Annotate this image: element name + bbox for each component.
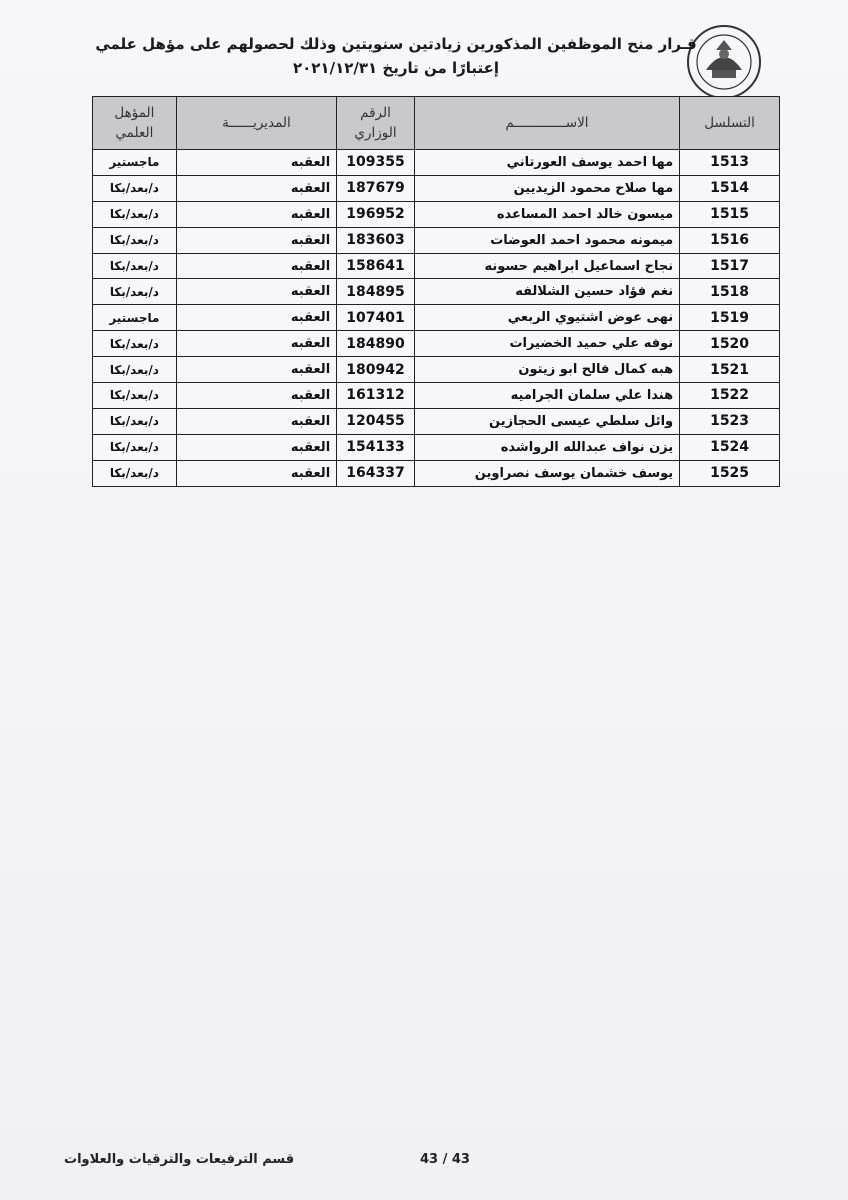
- cell-qualification: د/بعد/بكا: [93, 331, 177, 357]
- cell-qualification: د/بعد/بكا: [93, 175, 177, 201]
- cell-serial: 1517: [680, 253, 780, 279]
- cell-directorate: العقبه: [176, 175, 336, 201]
- cell-directorate: العقبه: [176, 383, 336, 409]
- cell-ministry-id: 154133: [337, 434, 415, 460]
- cell-qualification: ماجستير: [93, 150, 177, 176]
- header-name: الاســـــــــــــم: [414, 97, 679, 150]
- cell-qualification: د/بعد/بكا: [93, 201, 177, 227]
- cell-ministry-id: 107401: [337, 305, 415, 331]
- cell-directorate: العقبه: [176, 460, 336, 486]
- table-row: [93, 227, 780, 253]
- cell-qualification: د/بعد/بكا: [93, 279, 177, 305]
- cell-serial: 1519: [680, 305, 780, 331]
- cell-name: وائل سلطي عيسى الحجازين: [414, 408, 679, 434]
- cell-directorate: العقبه: [176, 279, 336, 305]
- cell-name: نغم فؤاد حسين الشلالفه: [414, 279, 679, 305]
- header-directorate: المديريــــــة: [176, 97, 336, 150]
- cell-serial: 1521: [680, 357, 780, 383]
- cell-serial: 1515: [680, 201, 780, 227]
- cell-ministry-id: 164337: [337, 460, 415, 486]
- cell-ministry-id: 158641: [337, 253, 415, 279]
- cell-qualification: د/بعد/بكا: [93, 434, 177, 460]
- cell-qualification: د/بعد/بكا: [93, 383, 177, 409]
- cell-directorate: العقبه: [176, 150, 336, 176]
- cell-directorate: العقبه: [176, 331, 336, 357]
- cell-name: يوسف خشمان يوسف نصراوين: [414, 460, 679, 486]
- cell-ministry-id: 161312: [337, 383, 415, 409]
- cell-directorate: العقبه: [176, 408, 336, 434]
- table-row: [93, 357, 780, 383]
- cell-name: ميمونه محمود احمد العوضات: [414, 227, 679, 253]
- table-row: [93, 305, 780, 331]
- cell-qualification: ماجستير: [93, 305, 177, 331]
- table-header-row: [93, 97, 780, 150]
- cell-name: نهى عوض اشتيوي الربعي: [414, 305, 679, 331]
- page-number: 43 / 43: [420, 1152, 470, 1167]
- title-line-1: قـرار منح الموظفين المذكورين زيادتين سنويتين وذلك لحصولهم على مؤهل علمي: [95, 35, 697, 53]
- cell-name: نوفه علي حميد الخضيرات: [414, 331, 679, 357]
- table-row: [93, 460, 780, 486]
- cell-qualification: د/بعد/بكا: [93, 408, 177, 434]
- cell-name: هندا علي سلمان الجراميه: [414, 383, 679, 409]
- cell-serial: 1520: [680, 331, 780, 357]
- document-title: [76, 32, 716, 80]
- table-row: [93, 383, 780, 409]
- cell-serial: 1514: [680, 175, 780, 201]
- cell-ministry-id: 187679: [337, 175, 415, 201]
- cell-name: مها صلاح محمود الزيديين: [414, 175, 679, 201]
- cell-ministry-id: 196952: [337, 201, 415, 227]
- cell-ministry-id: 109355: [337, 150, 415, 176]
- cell-serial: 1524: [680, 434, 780, 460]
- cell-ministry-id: 183603: [337, 227, 415, 253]
- cell-name: نجاح اسماعيل ابراهيم حسونه: [414, 253, 679, 279]
- cell-directorate: العقبه: [176, 305, 336, 331]
- header-qualification: المؤهل العلمي: [93, 97, 177, 150]
- footer-department: قسم الترفيعات والترقيات والعلاوات: [64, 1152, 295, 1167]
- cell-serial: 1513: [680, 150, 780, 176]
- cell-directorate: العقبه: [176, 201, 336, 227]
- cell-name: ميسون خالد احمد المساعده: [414, 201, 679, 227]
- table-row: [93, 279, 780, 305]
- header-serial: التسلسل: [680, 97, 780, 150]
- cell-ministry-id: 180942: [337, 357, 415, 383]
- cell-qualification: د/بعد/بكا: [93, 460, 177, 486]
- table-row: [93, 331, 780, 357]
- table-row: [93, 201, 780, 227]
- title-line-2: إعتبارًا من تاريخ ٢٠٢١/١٢/٣١: [292, 59, 500, 77]
- cell-ministry-id: 184895: [337, 279, 415, 305]
- cell-serial: 1522: [680, 383, 780, 409]
- cell-name: هبه كمال فالح ابو زيتون: [414, 357, 679, 383]
- cell-directorate: العقبه: [176, 253, 336, 279]
- cell-serial: 1516: [680, 227, 780, 253]
- table-row: [93, 150, 780, 176]
- cell-directorate: العقبه: [176, 357, 336, 383]
- cell-qualification: د/بعد/بكا: [93, 227, 177, 253]
- table-row: [93, 175, 780, 201]
- table-row: [93, 434, 780, 460]
- cell-qualification: د/بعد/بكا: [93, 253, 177, 279]
- cell-qualification: د/بعد/بكا: [93, 357, 177, 383]
- cell-name: يزن نواف عبدالله الرواشده: [414, 434, 679, 460]
- cell-serial: 1523: [680, 408, 780, 434]
- cell-ministry-id: 120455: [337, 408, 415, 434]
- header-ministry-id: الرقم الوزاري: [337, 97, 415, 150]
- cell-serial: 1518: [680, 279, 780, 305]
- table-row: [93, 408, 780, 434]
- table-row: [93, 253, 780, 279]
- employees-table: [92, 96, 780, 487]
- cell-name: مها احمد يوسف العورتاني: [414, 150, 679, 176]
- cell-serial: 1525: [680, 460, 780, 486]
- cell-ministry-id: 184890: [337, 331, 415, 357]
- cell-directorate: العقبه: [176, 227, 336, 253]
- cell-directorate: العقبه: [176, 434, 336, 460]
